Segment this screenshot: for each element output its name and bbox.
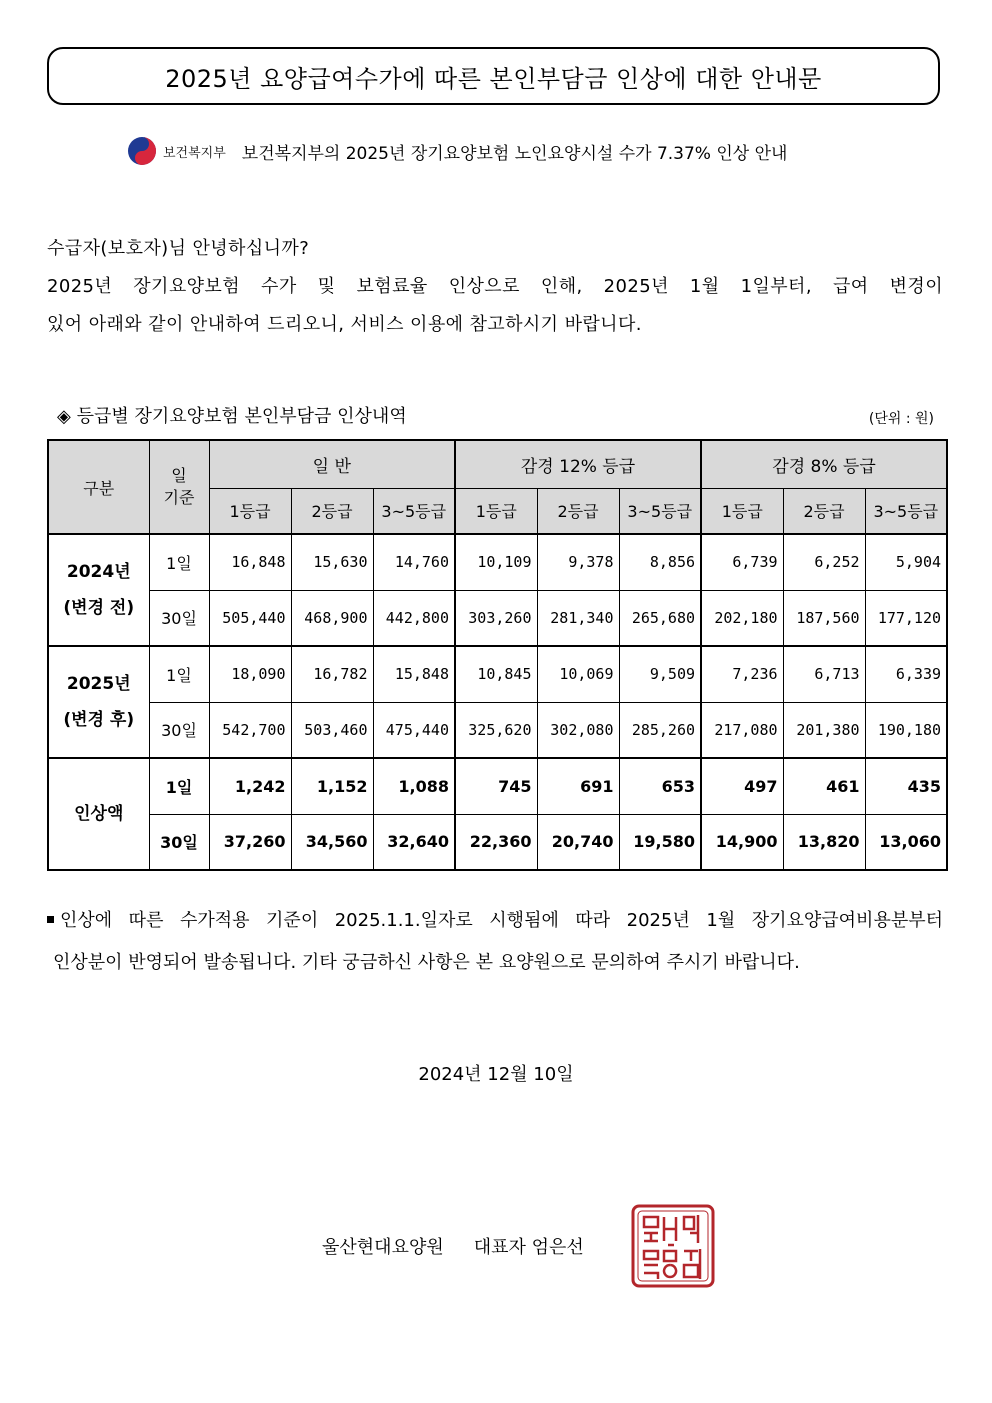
table-cell: 468,900 xyxy=(291,590,373,646)
ministry-logo-name: 보건복지부 xyxy=(163,145,226,161)
row-section-label: 2025년 (변경 후) xyxy=(48,646,149,758)
header-grade: 1등급 xyxy=(701,488,783,534)
table-cell: 653 xyxy=(619,758,701,814)
signature-org: 울산현대요양원 xyxy=(322,1237,444,1258)
row-day-basis: 30일 xyxy=(149,702,209,758)
table-row xyxy=(48,646,947,702)
table-cell: 8,856 xyxy=(619,534,701,590)
table-cell: 691 xyxy=(537,758,619,814)
greeting-line-2: 2025년 장기요양보험 수가 및 보험료율 인상으로 인해, 2025년 1월 1일부터, 급여 변경이 xyxy=(47,276,943,297)
table-cell: 10,109 xyxy=(455,534,537,590)
official-seal-stamp-icon xyxy=(630,1203,716,1289)
table-cell: 1,242 xyxy=(209,758,291,814)
row-day-basis: 1일 xyxy=(149,534,209,590)
table-cell: 32,640 xyxy=(373,814,455,870)
document-title xyxy=(47,47,940,105)
table-cell: 497 xyxy=(701,758,783,814)
table-cell: 5,904 xyxy=(865,534,947,590)
table-cell: 285,260 xyxy=(619,702,701,758)
row-section-label: 2024년 (변경 전) xyxy=(48,534,149,646)
table-cell: 16,848 xyxy=(209,534,291,590)
table-cell: 505,440 xyxy=(209,590,291,646)
header-grade: 2등급 xyxy=(783,488,865,534)
table-cell: 6,339 xyxy=(865,646,947,702)
table-row xyxy=(48,814,947,870)
table-row xyxy=(48,590,947,646)
table-row xyxy=(48,702,947,758)
signature-representative: 대표자 엄은선 xyxy=(473,1237,584,1258)
section-heading: ◈ 등급별 장기요양보험 본인부담금 인상내역 xyxy=(57,406,407,427)
table-cell: 461 xyxy=(783,758,865,814)
table-cell: 10,069 xyxy=(537,646,619,702)
table-cell: 190,180 xyxy=(865,702,947,758)
notice-line-2: 인상분이 반영되어 발송됩니다. 기타 궁금하신 사항은 본 요양원으로 문의하여 주시기 바랍니다. xyxy=(53,952,800,973)
header-grade: 1등급 xyxy=(209,488,291,534)
table-cell: 14,900 xyxy=(701,814,783,870)
ministry-notice-text: 보건복지부의 2025년 장기요양보험 노인요양시설 수가 7.37% 인상 안내 xyxy=(241,143,788,164)
ministry-logo xyxy=(127,136,226,166)
table-cell: 18,090 xyxy=(209,646,291,702)
table-cell: 303,260 xyxy=(455,590,537,646)
table-cell: 9,378 xyxy=(537,534,619,590)
table-cell: 265,680 xyxy=(619,590,701,646)
header-grade: 2등급 xyxy=(291,488,373,534)
header-grade: 1등급 xyxy=(455,488,537,534)
signature-line xyxy=(322,1233,584,1259)
table-cell: 10,845 xyxy=(455,646,537,702)
table-cell: 15,630 xyxy=(291,534,373,590)
header-row-groups xyxy=(48,440,947,488)
header-corner: 구분 xyxy=(48,440,149,534)
ministry-notice xyxy=(127,135,787,167)
header-grade: 3~5등급 xyxy=(619,488,701,534)
table-cell: 442,800 xyxy=(373,590,455,646)
greeting-line-3: 있어 아래와 같이 안내하여 드리오니, 서비스 이용에 참고하시기 바랍니다. xyxy=(47,314,642,335)
greeting-line-1: 수급자(보호자)님 안녕하십니까? xyxy=(47,238,310,259)
fee-table xyxy=(47,439,948,871)
table-cell: 217,080 xyxy=(701,702,783,758)
header-group-reduced-8: 감경 8% 등급 xyxy=(701,440,947,488)
header-group-reduced-12: 감경 12% 등급 xyxy=(455,440,701,488)
header-grade: 3~5등급 xyxy=(373,488,455,534)
document-title-text: 2025년 요양급여수가에 따른 본인부담금 인상에 대한 안내문 xyxy=(165,64,822,93)
notice-paragraph xyxy=(47,900,943,984)
table-cell: 37,260 xyxy=(209,814,291,870)
table-cell: 20,740 xyxy=(537,814,619,870)
header-grade: 3~5등급 xyxy=(865,488,947,534)
table-cell: 503,460 xyxy=(291,702,373,758)
taegeuk-logo-icon xyxy=(127,136,157,166)
table-row xyxy=(48,758,947,814)
notice-line-1-text: 인상에 따른 수가적용 기준이 2025.1.1.일자로 시행됨에 따라 2025년 1월 장기요양급여비용분부터 xyxy=(60,910,943,931)
row-section-label: 인상액 xyxy=(48,758,149,870)
table-cell: 745 xyxy=(455,758,537,814)
table-cell: 435 xyxy=(865,758,947,814)
fee-table-body xyxy=(48,534,947,870)
issue-date: 2024년 12월 10일 xyxy=(418,1064,574,1085)
table-cell: 1,152 xyxy=(291,758,373,814)
table-cell: 7,236 xyxy=(701,646,783,702)
row-day-basis: 1일 xyxy=(149,646,209,702)
row-day-basis: 30일 xyxy=(149,814,209,870)
greeting-paragraph xyxy=(47,230,943,344)
table-cell: 302,080 xyxy=(537,702,619,758)
bullet-square-icon xyxy=(47,916,54,923)
header-day-basis: 일 기준 xyxy=(149,440,209,534)
table-row xyxy=(48,534,947,590)
table-cell: 13,060 xyxy=(865,814,947,870)
table-cell: 6,252 xyxy=(783,534,865,590)
table-cell: 202,180 xyxy=(701,590,783,646)
table-cell: 34,560 xyxy=(291,814,373,870)
header-group-general: 일 반 xyxy=(209,440,455,488)
unit-note: (단위 : 원) xyxy=(868,411,934,427)
table-cell: 542,700 xyxy=(209,702,291,758)
table-cell: 13,820 xyxy=(783,814,865,870)
table-cell: 6,713 xyxy=(783,646,865,702)
table-cell: 16,782 xyxy=(291,646,373,702)
table-cell: 475,440 xyxy=(373,702,455,758)
table-cell: 15,848 xyxy=(373,646,455,702)
row-day-basis: 1일 xyxy=(149,758,209,814)
table-cell: 177,120 xyxy=(865,590,947,646)
table-cell: 325,620 xyxy=(455,702,537,758)
table-cell: 22,360 xyxy=(455,814,537,870)
table-cell: 281,340 xyxy=(537,590,619,646)
header-grade: 2등급 xyxy=(537,488,619,534)
table-cell: 9,509 xyxy=(619,646,701,702)
table-cell: 6,739 xyxy=(701,534,783,590)
table-cell: 1,088 xyxy=(373,758,455,814)
row-day-basis: 30일 xyxy=(149,590,209,646)
notice-line-1 xyxy=(47,900,943,942)
table-cell: 187,560 xyxy=(783,590,865,646)
table-cell: 19,580 xyxy=(619,814,701,870)
table-cell: 14,760 xyxy=(373,534,455,590)
table-cell: 201,380 xyxy=(783,702,865,758)
